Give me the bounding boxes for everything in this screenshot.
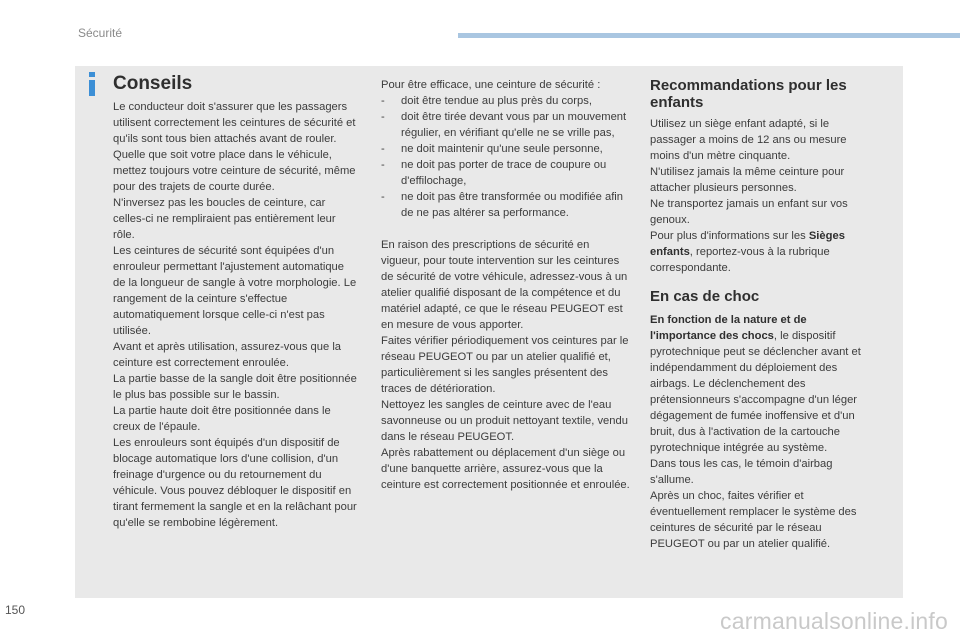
paragraph: En fonction de la nature et de l'importance des chocs, le dispositif pyrotechnique peut se déclencher avant et indépendamment du déploiement des airbags. Le déclenchement des prétensionneurs s'accompagne d'un léger dégagement de fumée inoffensive et d'un bruit, dus à l'activation de la cartouche pyrotechnique intégrée au système. <box>650 314 861 454</box>
paragraph: Faites vérifier périodiquement vos ceintures par le réseau PEUGEOT ou par un atelier qualifié et, particulièrement si les sangles présentent des traces de détérioration. <box>381 335 629 395</box>
cross-reference: Pour plus d'informations sur les Sièges enfants, reportez-vous à la rubrique correspondante. <box>650 230 845 274</box>
paragraph: Avant et après utilisation, assurez-vous que la ceinture est correctement enroulée. <box>113 341 342 369</box>
list-item: - doit être tirée devant vous par un mouvement régulier, en vérifiant qu'elle ne se vrille pas, <box>381 109 631 141</box>
list-item: - ne doit maintenir qu'une seule personne, <box>381 141 631 157</box>
conseils-text <box>113 99 358 531</box>
list-item: - ne doit pas porter de trace de coupure ou d'effilochage, <box>381 157 631 189</box>
page-number: 150 <box>5 603 26 617</box>
watermark: carmanualsonline.info <box>720 608 948 634</box>
paragraph: Nettoyez les sangles de ceinture avec de l'eau savonneuse ou un produit nettoyant textile, vendu dans le réseau PEUGEOT. <box>381 399 628 443</box>
paragraph: Quelle que soit votre place dans le véhicule, mettez toujours votre ceinture de sécurité, même pour des trajets de courte durée. <box>113 149 356 193</box>
paragraph: Les enrouleurs sont équipés d'un dispositif de blocage automatique lors d'une collision, d'un freinage d'urgence ou du retournement du véhicule. Vous pouvez débloquer le dispositif en tirant fermement la sangle et en la relâchant pour qu'elle se rembobine légèrement. <box>113 437 357 529</box>
info-icon <box>83 72 101 97</box>
paragraph: Dans tous les cas, le témoin d'airbag s'allume. <box>650 458 833 486</box>
paragraph: En raison des prescriptions de sécurité en vigueur, pour toute intervention sur les ceintures de sécurité de votre véhicule, adressez-vous à un atelier qualifié disposant de la compétence et du matériel adapté, ce que le réseau PEUGEOT est en mesure de vous apporter. <box>381 239 628 331</box>
paragraph: Utilisez un siège enfant adapté, si le passager a moins de 12 ans ou mesure moins d'un mètre cinquante. <box>650 118 847 162</box>
paragraph: N'utilisez jamais la même ceinture pour attacher plusieurs personnes. <box>650 166 845 194</box>
efficacite-text <box>381 77 631 493</box>
cross-reference-link: Sièges enfants <box>650 230 845 258</box>
paragraph: Les ceintures de sécurité sont équipées d'un enrouleur permettant l'ajustement automatique de la longueur de sangle à votre morphologie. Le rangement de la ceinture s'effectue automatiquement lorsque celle-ci n'est pas utilisée. <box>113 245 357 337</box>
recommandations-text <box>650 116 875 276</box>
lead-bold: En fonction de la nature et de l'importance des chocs <box>650 314 807 342</box>
paragraph: Ne transportez jamais un enfant sur vos genoux. <box>650 198 848 226</box>
paragraph: Après un choc, faites vérifier et éventuellement remplacer le système des ceintures de sécurité par le réseau PEUGEOT ou par un atelier qualifié. <box>650 490 857 550</box>
paragraph: La partie haute doit être positionnée dans le creux de l'épaule. <box>113 405 331 433</box>
paragraph: La partie basse de la sangle doit être positionnée le plus bas possible sur le bassin. <box>113 373 357 401</box>
section-title: Sécurité <box>78 26 123 40</box>
list-item: - ne doit pas être transformée ou modifiée afin de ne pas altérer sa performance. <box>381 189 631 221</box>
choc-heading: En cas de choc <box>650 288 760 305</box>
header-accent-bar <box>458 33 960 38</box>
paragraph: N'inversez pas les boucles de ceinture, car celles-ci ne rempliraient pas entièrement leur rôle. <box>113 197 336 241</box>
recommandations-heading: Recommandations pour les enfants <box>650 77 847 111</box>
paragraph: Le conducteur doit s'assurer que les passagers utilisent correctement les ceintures de sécurité et qu'ils sont tous bien attachés avant de rouler. <box>113 101 356 145</box>
paragraph: Après rabattement ou déplacement d'un siège ou d'une banquette arrière, assurez-vous que la ceinture est correctement positionnée et enroulée. <box>381 447 630 491</box>
choc-text <box>650 312 875 552</box>
list-item: - doit être tendue au plus près du corps, <box>381 93 631 109</box>
conseils-heading: Conseils <box>113 73 193 94</box>
list-intro: Pour être efficace, une ceinture de sécurité : <box>381 79 601 91</box>
